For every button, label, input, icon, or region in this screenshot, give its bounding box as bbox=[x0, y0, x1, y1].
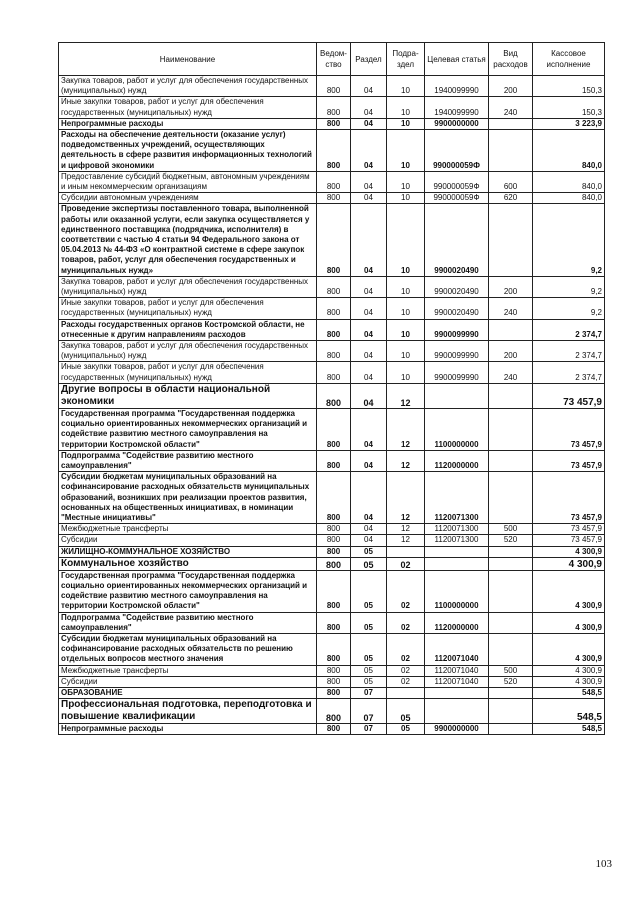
row-section: 05 bbox=[351, 612, 387, 633]
header-name: Наименование bbox=[59, 43, 317, 76]
row-amount: 9,2 bbox=[533, 298, 605, 319]
row-subsection: 10 bbox=[387, 362, 425, 383]
row-dept: 800 bbox=[317, 687, 351, 698]
table-row bbox=[59, 570, 605, 612]
row-section: 04 bbox=[351, 524, 387, 535]
row-exp-type bbox=[489, 118, 533, 129]
row-name: Расходы на обеспечение деятельности (оказание услуг) подведомственных учреждений, осуществляющих деятельность в сфере развития информационных технологий и цифровой экономики bbox=[59, 130, 317, 172]
row-target: 9900099990 bbox=[425, 362, 489, 383]
row-section: 04 bbox=[351, 276, 387, 297]
row-name: Межбюджетные трансферты bbox=[59, 524, 317, 535]
row-amount: 4 300,9 bbox=[533, 557, 605, 570]
row-section: 04 bbox=[351, 118, 387, 129]
row-target: 1940099990 bbox=[425, 76, 489, 97]
row-subsection: 10 bbox=[387, 276, 425, 297]
row-exp-type bbox=[489, 204, 533, 276]
row-section: 05 bbox=[351, 633, 387, 665]
row-name: Закупка товаров, работ и услуг для обеспечения государственных (муниципальных) нужд bbox=[59, 341, 317, 362]
row-section: 04 bbox=[351, 204, 387, 276]
row-subsection: 02 bbox=[387, 633, 425, 665]
table-row bbox=[59, 687, 605, 698]
row-exp-type: 600 bbox=[489, 171, 533, 192]
row-subsection: 12 bbox=[387, 408, 425, 450]
row-exp-type bbox=[489, 450, 533, 471]
row-dept: 800 bbox=[317, 319, 351, 340]
row-subsection: 10 bbox=[387, 204, 425, 276]
row-subsection: 02 bbox=[387, 557, 425, 570]
row-subsection: 10 bbox=[387, 97, 425, 118]
row-dept: 800 bbox=[317, 612, 351, 633]
row-name: Межбюджетные трансферты bbox=[59, 665, 317, 676]
row-dept: 800 bbox=[317, 383, 351, 408]
row-section: 04 bbox=[351, 450, 387, 471]
row-target: 1120000000 bbox=[425, 450, 489, 471]
row-section: 04 bbox=[351, 193, 387, 204]
row-subsection: 10 bbox=[387, 319, 425, 340]
row-section: 04 bbox=[351, 341, 387, 362]
table-row bbox=[59, 524, 605, 535]
table-row bbox=[59, 171, 605, 192]
row-section: 04 bbox=[351, 319, 387, 340]
row-dept: 800 bbox=[317, 362, 351, 383]
table-row bbox=[59, 699, 605, 724]
row-target: 1120000000 bbox=[425, 612, 489, 633]
row-section: 05 bbox=[351, 557, 387, 570]
row-target: 990000059Ф bbox=[425, 171, 489, 192]
row-name: Коммунальное хозяйство bbox=[59, 557, 317, 570]
row-target: 1120071040 bbox=[425, 633, 489, 665]
row-dept: 800 bbox=[317, 524, 351, 535]
row-name: Субсидии бюджетам муниципальных образований на софинансирование расходных обязательств по решению отдельных вопросов местного значения bbox=[59, 633, 317, 665]
row-amount: 3 223,9 bbox=[533, 118, 605, 129]
row-target: 9900099990 bbox=[425, 319, 489, 340]
row-section: 05 bbox=[351, 570, 387, 612]
row-section: 07 bbox=[351, 687, 387, 698]
row-dept: 800 bbox=[317, 676, 351, 687]
row-subsection: 05 bbox=[387, 699, 425, 724]
table-header-row bbox=[59, 43, 605, 76]
row-dept: 800 bbox=[317, 570, 351, 612]
row-amount: 73 457,9 bbox=[533, 524, 605, 535]
row-dept: 800 bbox=[317, 118, 351, 129]
table-row bbox=[59, 298, 605, 319]
row-exp-type: 620 bbox=[489, 193, 533, 204]
table-row bbox=[59, 97, 605, 118]
row-section: 04 bbox=[351, 76, 387, 97]
row-dept: 800 bbox=[317, 204, 351, 276]
row-name: Проведение экспертизы поставленного товара, выполненной работы или оказанной услуги, если закупка осуществляется у единственного поставщика (подрядчика, исполнителя) в соответствии с частью 4 статьи 94 Федерального закона от 05.04.2013 № 44-ФЗ «О контрактной системе в сфере закупок товаров, работ, услуг для обеспечения государственных и муниципальных нужд» bbox=[59, 204, 317, 276]
row-target: 1100000000 bbox=[425, 570, 489, 612]
row-name: Субсидии bbox=[59, 535, 317, 546]
row-amount: 548,5 bbox=[533, 699, 605, 724]
row-name: Субсидии автономным учреждениям bbox=[59, 193, 317, 204]
row-target: 1120071040 bbox=[425, 665, 489, 676]
table-row bbox=[59, 612, 605, 633]
row-name: Государственная программа "Государственная поддержка социально ориентированных некоммерческих организаций и содействие развитию местного самоуправления на территории Костромской области" bbox=[59, 570, 317, 612]
header-amount: Кассовое исполнение bbox=[533, 43, 605, 76]
table-row bbox=[59, 276, 605, 297]
row-exp-type bbox=[489, 687, 533, 698]
row-amount: 4 300,9 bbox=[533, 665, 605, 676]
row-dept: 800 bbox=[317, 472, 351, 524]
row-section: 04 bbox=[351, 535, 387, 546]
row-section: 04 bbox=[351, 472, 387, 524]
row-exp-type: 200 bbox=[489, 341, 533, 362]
table-row bbox=[59, 557, 605, 570]
row-exp-type bbox=[489, 472, 533, 524]
row-name: Субсидии бюджетам муниципальных образований на софинансирование расходных обязательств муниципальных образований, возникших при реализации проектов развития, основанных на общественных инициативах, в номинации "Местные инициативы" bbox=[59, 472, 317, 524]
row-amount: 73 457,9 bbox=[533, 450, 605, 471]
row-section: 04 bbox=[351, 362, 387, 383]
row-section: 04 bbox=[351, 408, 387, 450]
row-target: 1120071300 bbox=[425, 535, 489, 546]
row-section: 05 bbox=[351, 546, 387, 557]
row-target: 1120071300 bbox=[425, 472, 489, 524]
row-target: 9900020490 bbox=[425, 298, 489, 319]
row-subsection: 05 bbox=[387, 724, 425, 735]
row-subsection bbox=[387, 546, 425, 557]
row-amount: 2 374,7 bbox=[533, 319, 605, 340]
table-row bbox=[59, 130, 605, 172]
header-dept: Ведом-ство bbox=[317, 43, 351, 76]
row-name: Субсидии bbox=[59, 676, 317, 687]
row-amount: 9,2 bbox=[533, 276, 605, 297]
row-name: Непрограммные расходы bbox=[59, 724, 317, 735]
table-row bbox=[59, 535, 605, 546]
row-dept: 800 bbox=[317, 546, 351, 557]
table-row bbox=[59, 408, 605, 450]
row-target: 1100000000 bbox=[425, 408, 489, 450]
row-dept: 800 bbox=[317, 665, 351, 676]
row-dept: 800 bbox=[317, 557, 351, 570]
row-name: ОБРАЗОВАНИЕ bbox=[59, 687, 317, 698]
header-section: Раздел bbox=[351, 43, 387, 76]
row-amount: 4 300,9 bbox=[533, 546, 605, 557]
row-exp-type bbox=[489, 546, 533, 557]
row-exp-type bbox=[489, 383, 533, 408]
row-exp-type: 240 bbox=[489, 362, 533, 383]
row-target: 9900020490 bbox=[425, 204, 489, 276]
row-name: Государственная программа "Государственная поддержка социально ориентированных некоммерческих организаций и содействие развитию местного самоуправления на территории Костромской области" bbox=[59, 408, 317, 450]
row-subsection: 12 bbox=[387, 535, 425, 546]
row-target bbox=[425, 383, 489, 408]
row-subsection: 10 bbox=[387, 193, 425, 204]
row-name: Расходы государственных органов Костромской области, не отнесенные к другим направлениям расходов bbox=[59, 319, 317, 340]
row-amount: 840,0 bbox=[533, 193, 605, 204]
row-name: Иные закупки товаров, работ и услуг для обеспечения государственных (муниципальных) нужд bbox=[59, 97, 317, 118]
row-dept: 800 bbox=[317, 535, 351, 546]
row-target bbox=[425, 557, 489, 570]
row-section: 04 bbox=[351, 298, 387, 319]
row-subsection: 10 bbox=[387, 76, 425, 97]
row-target: 9900020490 bbox=[425, 276, 489, 297]
row-subsection: 02 bbox=[387, 665, 425, 676]
row-section: 07 bbox=[351, 724, 387, 735]
row-dept: 800 bbox=[317, 724, 351, 735]
table-row bbox=[59, 724, 605, 735]
row-target: 1120071300 bbox=[425, 524, 489, 535]
table-row bbox=[59, 450, 605, 471]
table-row bbox=[59, 546, 605, 557]
row-amount: 150,3 bbox=[533, 76, 605, 97]
row-subsection: 10 bbox=[387, 171, 425, 192]
row-target: 9900000000 bbox=[425, 118, 489, 129]
table-row bbox=[59, 472, 605, 524]
table-row bbox=[59, 76, 605, 97]
row-amount: 73 457,9 bbox=[533, 408, 605, 450]
row-dept: 800 bbox=[317, 450, 351, 471]
row-target: 1940099990 bbox=[425, 97, 489, 118]
row-amount: 73 457,9 bbox=[533, 472, 605, 524]
row-subsection: 12 bbox=[387, 524, 425, 535]
row-target: 9900099990 bbox=[425, 341, 489, 362]
row-dept: 800 bbox=[317, 130, 351, 172]
row-section: 04 bbox=[351, 130, 387, 172]
table-row bbox=[59, 341, 605, 362]
table-row bbox=[59, 633, 605, 665]
table-row bbox=[59, 665, 605, 676]
row-exp-type: 500 bbox=[489, 524, 533, 535]
row-name: Профессиональная подготовка, переподготовка и повышение квалификации bbox=[59, 699, 317, 724]
table-row bbox=[59, 319, 605, 340]
row-amount: 2 374,7 bbox=[533, 362, 605, 383]
row-section: 04 bbox=[351, 97, 387, 118]
row-target: 990000059Ф bbox=[425, 193, 489, 204]
row-name: Иные закупки товаров, работ и услуг для обеспечения государственных (муниципальных) нужд bbox=[59, 362, 317, 383]
table-row bbox=[59, 204, 605, 276]
row-subsection: 10 bbox=[387, 298, 425, 319]
table-body bbox=[59, 76, 605, 735]
row-exp-type bbox=[489, 612, 533, 633]
row-exp-type bbox=[489, 557, 533, 570]
budget-execution-table bbox=[58, 42, 605, 735]
row-exp-type bbox=[489, 724, 533, 735]
table-row bbox=[59, 118, 605, 129]
row-amount: 548,5 bbox=[533, 724, 605, 735]
row-amount: 73 457,9 bbox=[533, 383, 605, 408]
row-subsection: 12 bbox=[387, 450, 425, 471]
row-dept: 800 bbox=[317, 633, 351, 665]
table-row bbox=[59, 362, 605, 383]
row-dept: 800 bbox=[317, 97, 351, 118]
row-subsection: 10 bbox=[387, 341, 425, 362]
row-target: 9900000000 bbox=[425, 724, 489, 735]
row-section: 05 bbox=[351, 676, 387, 687]
row-exp-type: 520 bbox=[489, 676, 533, 687]
row-name: Иные закупки товаров, работ и услуг для обеспечения государственных (муниципальных) нужд bbox=[59, 298, 317, 319]
row-section: 04 bbox=[351, 171, 387, 192]
row-subsection: 12 bbox=[387, 383, 425, 408]
page-number: 103 bbox=[595, 858, 612, 870]
row-dept: 800 bbox=[317, 193, 351, 204]
row-amount: 4 300,9 bbox=[533, 633, 605, 665]
row-exp-type: 240 bbox=[489, 298, 533, 319]
row-section: 04 bbox=[351, 383, 387, 408]
row-name: Другие вопросы в области национальной экономики bbox=[59, 383, 317, 408]
header-subsection: Подра-здел bbox=[387, 43, 425, 76]
header-exp-type: Вид расходов bbox=[489, 43, 533, 76]
row-dept: 800 bbox=[317, 699, 351, 724]
row-section: 05 bbox=[351, 665, 387, 676]
row-amount: 4 300,9 bbox=[533, 676, 605, 687]
row-amount: 150,3 bbox=[533, 97, 605, 118]
row-dept: 800 bbox=[317, 76, 351, 97]
row-name: Подпрограмма "Содействие развитию местного самоуправления" bbox=[59, 450, 317, 471]
row-amount: 4 300,9 bbox=[533, 612, 605, 633]
row-name: Подпрограмма "Содействие развитию местного самоуправления" bbox=[59, 612, 317, 633]
row-target bbox=[425, 546, 489, 557]
row-exp-type bbox=[489, 408, 533, 450]
row-exp-type bbox=[489, 570, 533, 612]
row-amount: 840,0 bbox=[533, 130, 605, 172]
row-target bbox=[425, 687, 489, 698]
row-section: 07 bbox=[351, 699, 387, 724]
row-subsection: 02 bbox=[387, 612, 425, 633]
row-dept: 800 bbox=[317, 171, 351, 192]
row-target: 1120071040 bbox=[425, 676, 489, 687]
table-row bbox=[59, 383, 605, 408]
row-subsection bbox=[387, 687, 425, 698]
row-exp-type: 240 bbox=[489, 97, 533, 118]
row-exp-type bbox=[489, 699, 533, 724]
row-name: Предоставление субсидий бюджетным, автономным учреждениям и иным некоммерческим организациям bbox=[59, 171, 317, 192]
row-subsection: 12 bbox=[387, 472, 425, 524]
row-exp-type: 520 bbox=[489, 535, 533, 546]
row-name: Закупка товаров, работ и услуг для обеспечения государственных (муниципальных) нужд bbox=[59, 76, 317, 97]
table-row bbox=[59, 193, 605, 204]
header-target: Целевая статья bbox=[425, 43, 489, 76]
row-amount: 9,2 bbox=[533, 204, 605, 276]
row-amount: 840,0 bbox=[533, 171, 605, 192]
row-exp-type bbox=[489, 633, 533, 665]
row-name: Непрограммные расходы bbox=[59, 118, 317, 129]
table-row bbox=[59, 676, 605, 687]
row-dept: 800 bbox=[317, 408, 351, 450]
row-subsection: 10 bbox=[387, 130, 425, 172]
row-amount: 4 300,9 bbox=[533, 570, 605, 612]
row-target bbox=[425, 699, 489, 724]
row-exp-type bbox=[489, 319, 533, 340]
row-name: ЖИЛИЩНО-КОММУНАЛЬНОЕ ХОЗЯЙСТВО bbox=[59, 546, 317, 557]
row-amount: 548,5 bbox=[533, 687, 605, 698]
row-exp-type: 200 bbox=[489, 76, 533, 97]
row-exp-type: 200 bbox=[489, 276, 533, 297]
row-target: 990000059Ф bbox=[425, 130, 489, 172]
row-amount: 73 457,9 bbox=[533, 535, 605, 546]
row-dept: 800 bbox=[317, 298, 351, 319]
row-subsection: 02 bbox=[387, 676, 425, 687]
row-exp-type: 500 bbox=[489, 665, 533, 676]
row-dept: 800 bbox=[317, 276, 351, 297]
row-dept: 800 bbox=[317, 341, 351, 362]
row-name: Закупка товаров, работ и услуг для обеспечения государственных (муниципальных) нужд bbox=[59, 276, 317, 297]
row-subsection: 02 bbox=[387, 570, 425, 612]
row-subsection: 10 bbox=[387, 118, 425, 129]
row-exp-type bbox=[489, 130, 533, 172]
row-amount: 2 374,7 bbox=[533, 341, 605, 362]
